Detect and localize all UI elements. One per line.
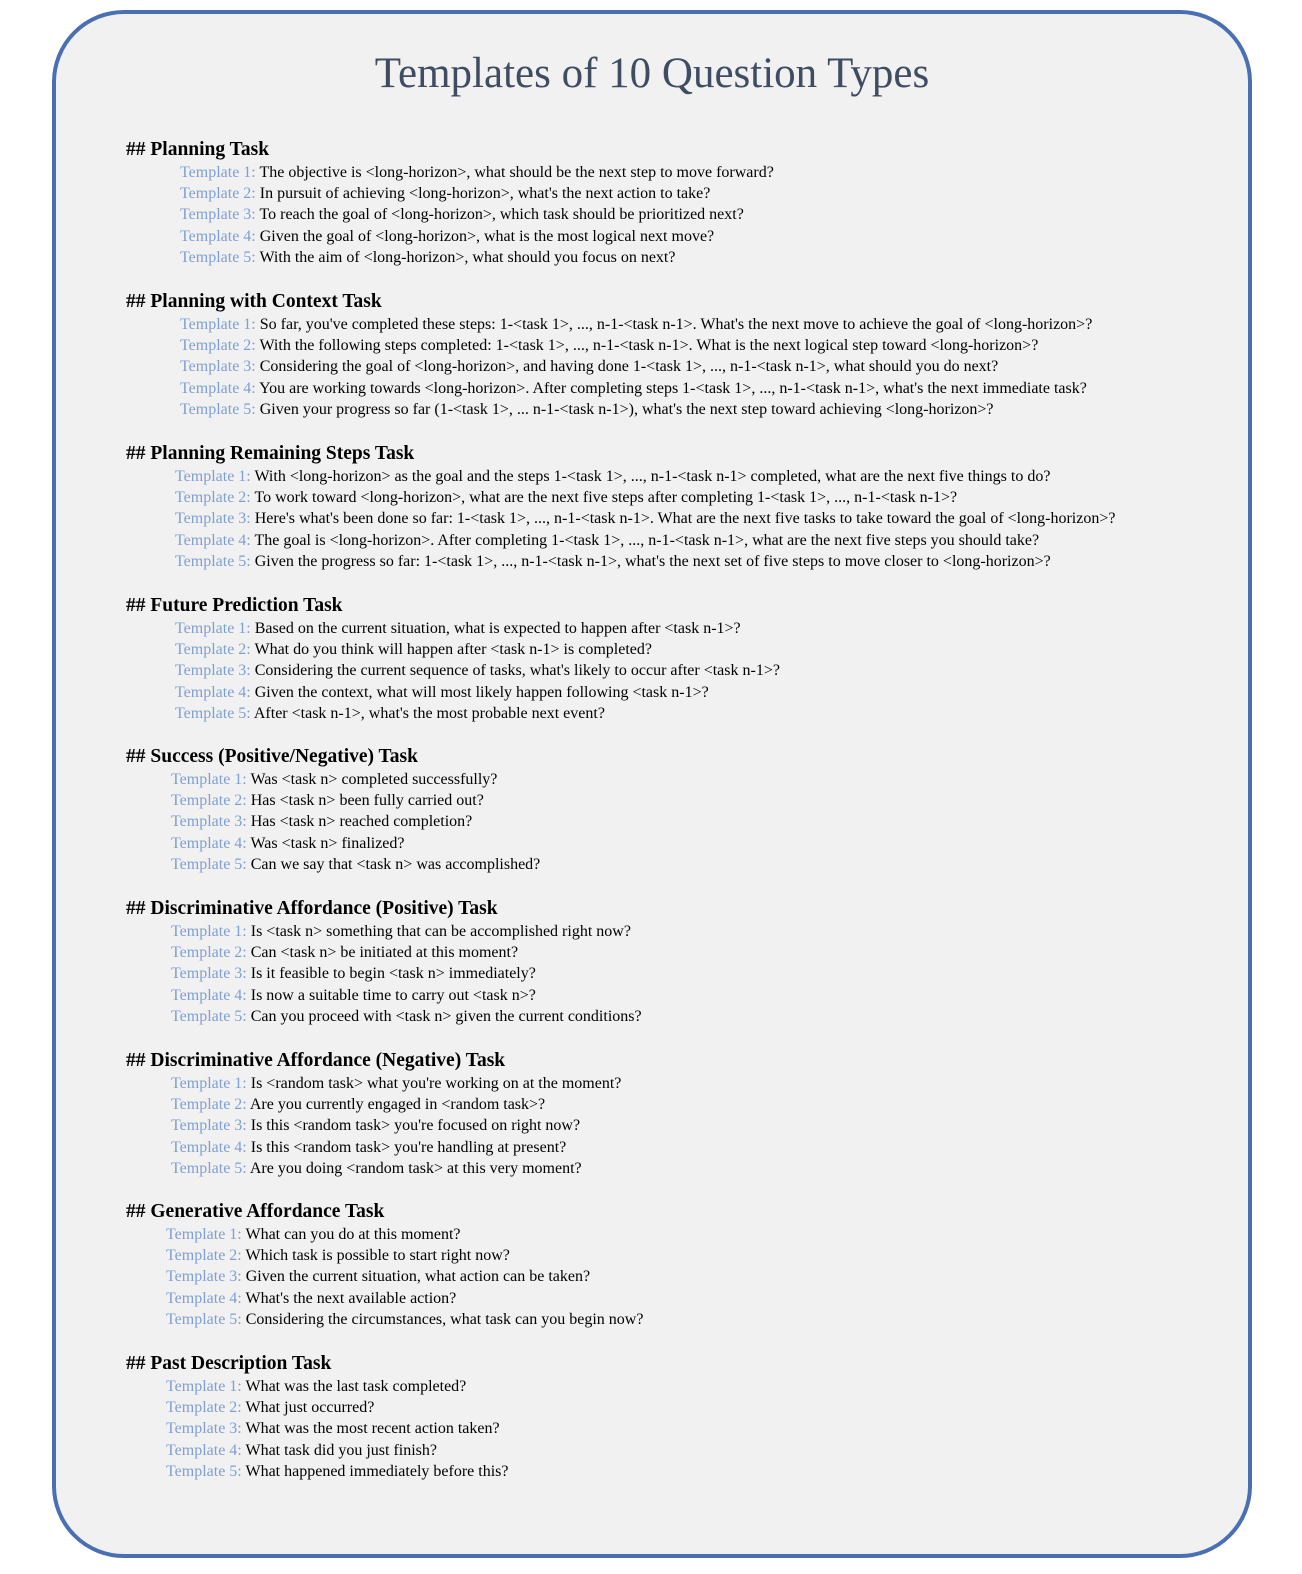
template-label: Template 4:	[175, 531, 251, 549]
template-line	[166, 1245, 643, 1266]
template-line	[180, 399, 1092, 420]
template-text: To work toward <long-horizon>, what are the next five steps after completing 1-<task 1>, ..., n-1-<task n-1>?	[254, 489, 958, 507]
template-line	[166, 1440, 508, 1461]
template-line	[171, 1006, 642, 1027]
template-text: Can you proceed with <task n> given the current conditions?	[250, 1007, 642, 1025]
section-future-prediction	[126, 594, 780, 724]
template-label: Template 2:	[175, 489, 251, 507]
template-text: Is it feasible to begin <task n> immediately?	[250, 965, 536, 983]
template-text: Can we say that <task n> was accomplished?	[250, 855, 541, 873]
template-text: What happened immediately before this?	[245, 1462, 509, 1480]
section-success	[126, 745, 540, 875]
template-label: Template 1:	[175, 620, 251, 637]
template-label: Template 4:	[171, 1138, 247, 1156]
template-text: Was <task n> completed successfully?	[250, 771, 498, 788]
template-text: What task did you just finish?	[245, 1441, 437, 1459]
template-line	[166, 1461, 508, 1482]
template-text: In pursuit of achieving <long-horizon>, what's the next action to take?	[259, 185, 711, 203]
template-text: Given the current situation, what action can be taken?	[245, 1268, 591, 1286]
template-text: Has <task n> been fully carried out?	[250, 792, 484, 810]
template-text: Given the context, what will most likely happen following <task n-1>?	[254, 683, 709, 701]
section-heading: ## Discriminative Affordance (Positive) Task	[126, 898, 498, 919]
section-heading: ## Generative Affordance Task	[126, 1201, 385, 1222]
template-label: Template 3:	[175, 662, 251, 680]
template-text: So far, you've completed these steps: 1-<task 1>, ..., n-1-<task n-1>. What's the next move to achieve the goal of <long-horizon>?	[259, 316, 1093, 333]
template-line	[175, 703, 780, 724]
template-label: Template 1:	[171, 1075, 247, 1092]
template-label: Template 5:	[171, 1007, 247, 1025]
template-line	[175, 508, 1115, 529]
section-planning-remaining-steps	[126, 442, 1115, 572]
template-text: You are working towards <long-horizon>. After completing steps 1-<task 1>, ..., n-1-<task n-1>, what's the next immediate task?	[259, 379, 1087, 397]
template-label: Template 1:	[175, 468, 251, 485]
template-text: Is this <random task> you're focused on right now?	[250, 1117, 581, 1135]
template-label: Template 4:	[166, 1289, 242, 1307]
template-label: Template 1:	[180, 316, 256, 333]
template-label: Template 5:	[166, 1462, 242, 1480]
template-label: Template 3:	[166, 1420, 242, 1438]
template-text: Are you doing <random task> at this very moment?	[249, 1159, 582, 1177]
template-text: With <long-horizon> as the goal and the steps 1-<task 1>, ..., n-1-<task n-1> completed, what are the next five things to do?	[254, 468, 1051, 485]
template-text: Is this <random task> you're handling at present?	[250, 1138, 567, 1156]
template-label: Template 5:	[171, 855, 247, 873]
template-label: Template 2:	[171, 1096, 247, 1114]
template-label: Template 5:	[175, 704, 251, 722]
template-line	[180, 204, 774, 225]
template-line	[180, 226, 774, 247]
template-line	[166, 1309, 643, 1330]
section-heading: ## Planning Remaining Steps Task	[126, 443, 415, 464]
template-line	[175, 639, 780, 660]
template-label: Template 4:	[175, 683, 251, 701]
template-text: Which task is possible to start right now?	[245, 1247, 510, 1265]
template-text: The goal is <long-horizon>. After completing 1-<task 1>, ..., n-1-<task n-1>, what are the next five steps you should take?	[254, 531, 1040, 549]
template-line	[171, 985, 642, 1006]
template-line	[166, 1397, 508, 1418]
template-label: Template 5:	[175, 552, 251, 570]
template-label: Template 3:	[171, 813, 247, 831]
template-line	[171, 963, 642, 984]
section-planning-with-context	[126, 290, 1092, 420]
template-line	[166, 1288, 643, 1309]
template-text: Is <task n> something that can be accomplished right now?	[250, 923, 631, 940]
template-label: Template 3:	[180, 358, 256, 376]
template-text: Is <random task> what you're working on at the moment?	[250, 1075, 622, 1092]
section-heading: ## Past Description Task	[126, 1353, 332, 1374]
template-text: Given the progress so far: 1-<task 1>, ..., n-1-<task n-1>, what's the next set of five steps to move closer to <long-horizon>?	[254, 552, 1051, 570]
template-text: The objective is <long-horizon>, what should be the next step to move forward?	[259, 164, 774, 181]
template-label: Template 4:	[171, 986, 247, 1004]
section-heading: ## Planning Task	[126, 139, 270, 160]
template-line	[171, 769, 540, 790]
template-text: To reach the goal of <long-horizon>, which task should be prioritized next?	[259, 206, 744, 224]
section-past-description	[126, 1352, 508, 1482]
template-line	[175, 466, 1115, 487]
section-discriminative-affordance-positive	[126, 897, 642, 1027]
section-heading: ## Planning with Context Task	[126, 291, 382, 312]
template-label: Template 3:	[180, 206, 256, 224]
template-line	[175, 551, 1115, 572]
template-text: What do you think will happen after <task n-1> is completed?	[254, 641, 652, 659]
template-text: Based on the current situation, what is expected to happen after <task n-1>?	[254, 620, 741, 637]
template-text: Given the goal of <long-horizon>, what is the most logical next move?	[259, 227, 715, 245]
template-label: Template 3:	[166, 1268, 242, 1286]
page-title: Templates of 10 Question Types	[374, 50, 930, 97]
template-line	[171, 833, 540, 854]
template-line	[175, 660, 780, 681]
template-line	[171, 1073, 621, 1094]
template-line	[180, 314, 1092, 335]
template-line	[180, 162, 774, 183]
template-label: Template 5:	[180, 400, 256, 418]
template-label: Template 5:	[166, 1310, 242, 1328]
template-line	[180, 247, 774, 268]
template-label: Template 1:	[171, 771, 247, 788]
template-text: Has <task n> reached completion?	[250, 813, 473, 831]
template-line	[171, 1115, 621, 1136]
section-generative-affordance	[126, 1200, 643, 1330]
template-text: Is now a suitable time to carry out <task n>?	[250, 986, 536, 1004]
template-line	[166, 1224, 643, 1245]
template-line	[175, 618, 780, 639]
template-line	[166, 1266, 643, 1287]
template-line	[171, 1094, 621, 1115]
template-label: Template 2:	[166, 1399, 242, 1417]
template-line	[171, 1158, 621, 1179]
template-line	[166, 1376, 508, 1397]
template-label: Template 2:	[175, 641, 251, 659]
section-heading: ## Discriminative Affordance (Negative) Task	[126, 1050, 506, 1071]
template-line	[171, 811, 540, 832]
template-label: Template 2:	[180, 185, 256, 203]
template-line	[180, 183, 774, 204]
template-line	[175, 682, 780, 703]
template-label: Template 2:	[166, 1247, 242, 1265]
template-text: Considering the current sequence of tasks, what's likely to occur after <task n-1>?	[254, 662, 780, 680]
template-line	[171, 921, 642, 942]
template-line	[180, 356, 1092, 377]
section-heading: ## Future Prediction Task	[126, 595, 343, 616]
template-text: What was the last task completed?	[245, 1378, 467, 1395]
template-text: Here's what's been done so far: 1-<task 1>, ..., n-1-<task n-1>. What are the next five tasks to take toward the goal of <long-horizon>?	[254, 510, 1116, 528]
template-line	[171, 942, 642, 963]
template-label: Template 5:	[171, 1159, 247, 1177]
template-text: Was <task n> finalized?	[250, 834, 405, 852]
template-label: Template 1:	[180, 164, 256, 181]
template-label: Template 4:	[166, 1441, 242, 1459]
template-line	[166, 1418, 508, 1439]
section-heading: ## Success (Positive/Negative) Task	[126, 746, 418, 767]
template-label: Template 2:	[171, 944, 247, 962]
template-line	[171, 1137, 621, 1158]
template-line	[171, 790, 540, 811]
template-text: After <task n-1>, what's the most probable next event?	[253, 704, 605, 722]
template-text: What just occurred?	[245, 1399, 375, 1417]
template-line	[175, 530, 1115, 551]
template-text: Considering the circumstances, what task can you begin now?	[245, 1310, 644, 1328]
template-text: What's the next available action?	[245, 1289, 457, 1307]
template-label: Template 3:	[175, 510, 251, 528]
template-label: Template 3:	[171, 965, 247, 983]
template-text: With the aim of <long-horizon>, what should you focus on next?	[259, 248, 676, 266]
template-label: Template 4:	[180, 227, 256, 245]
section-planning	[126, 138, 774, 268]
template-text: What can you do at this moment?	[245, 1226, 461, 1243]
templates-card	[52, 10, 1252, 1558]
template-text: Can <task n> be initiated at this moment?	[250, 944, 519, 962]
template-label: Template 4:	[171, 834, 247, 852]
template-label: Template 4:	[180, 379, 256, 397]
template-label: Template 3:	[171, 1117, 247, 1135]
template-text: Considering the goal of <long-horizon>, and having done 1-<task 1>, ..., n-1-<task n-1>, what should you do next?	[259, 358, 999, 376]
template-line	[175, 487, 1115, 508]
template-label: Template 2:	[171, 792, 247, 810]
template-text: What was the most recent action taken?	[245, 1420, 500, 1438]
template-line	[180, 335, 1092, 356]
template-line	[171, 854, 540, 875]
template-text: Are you currently engaged in <random task>?	[249, 1096, 546, 1114]
template-label: Template 1:	[166, 1226, 242, 1243]
template-text: With the following steps completed: 1-<task 1>, ..., n-1-<task n-1>. What is the next logical step toward <long-horizon>?	[259, 337, 1039, 355]
section-discriminative-affordance-negative	[126, 1049, 621, 1179]
template-label: Template 1:	[171, 923, 247, 940]
template-label: Template 1:	[166, 1378, 242, 1395]
template-label: Template 5:	[180, 248, 256, 266]
template-label: Template 2:	[180, 337, 256, 355]
template-line	[180, 378, 1092, 399]
template-text: Given your progress so far (1-<task 1>, ... n-1-<task n-1>), what's the next step toward achieving <long-horizon>?	[259, 400, 994, 418]
